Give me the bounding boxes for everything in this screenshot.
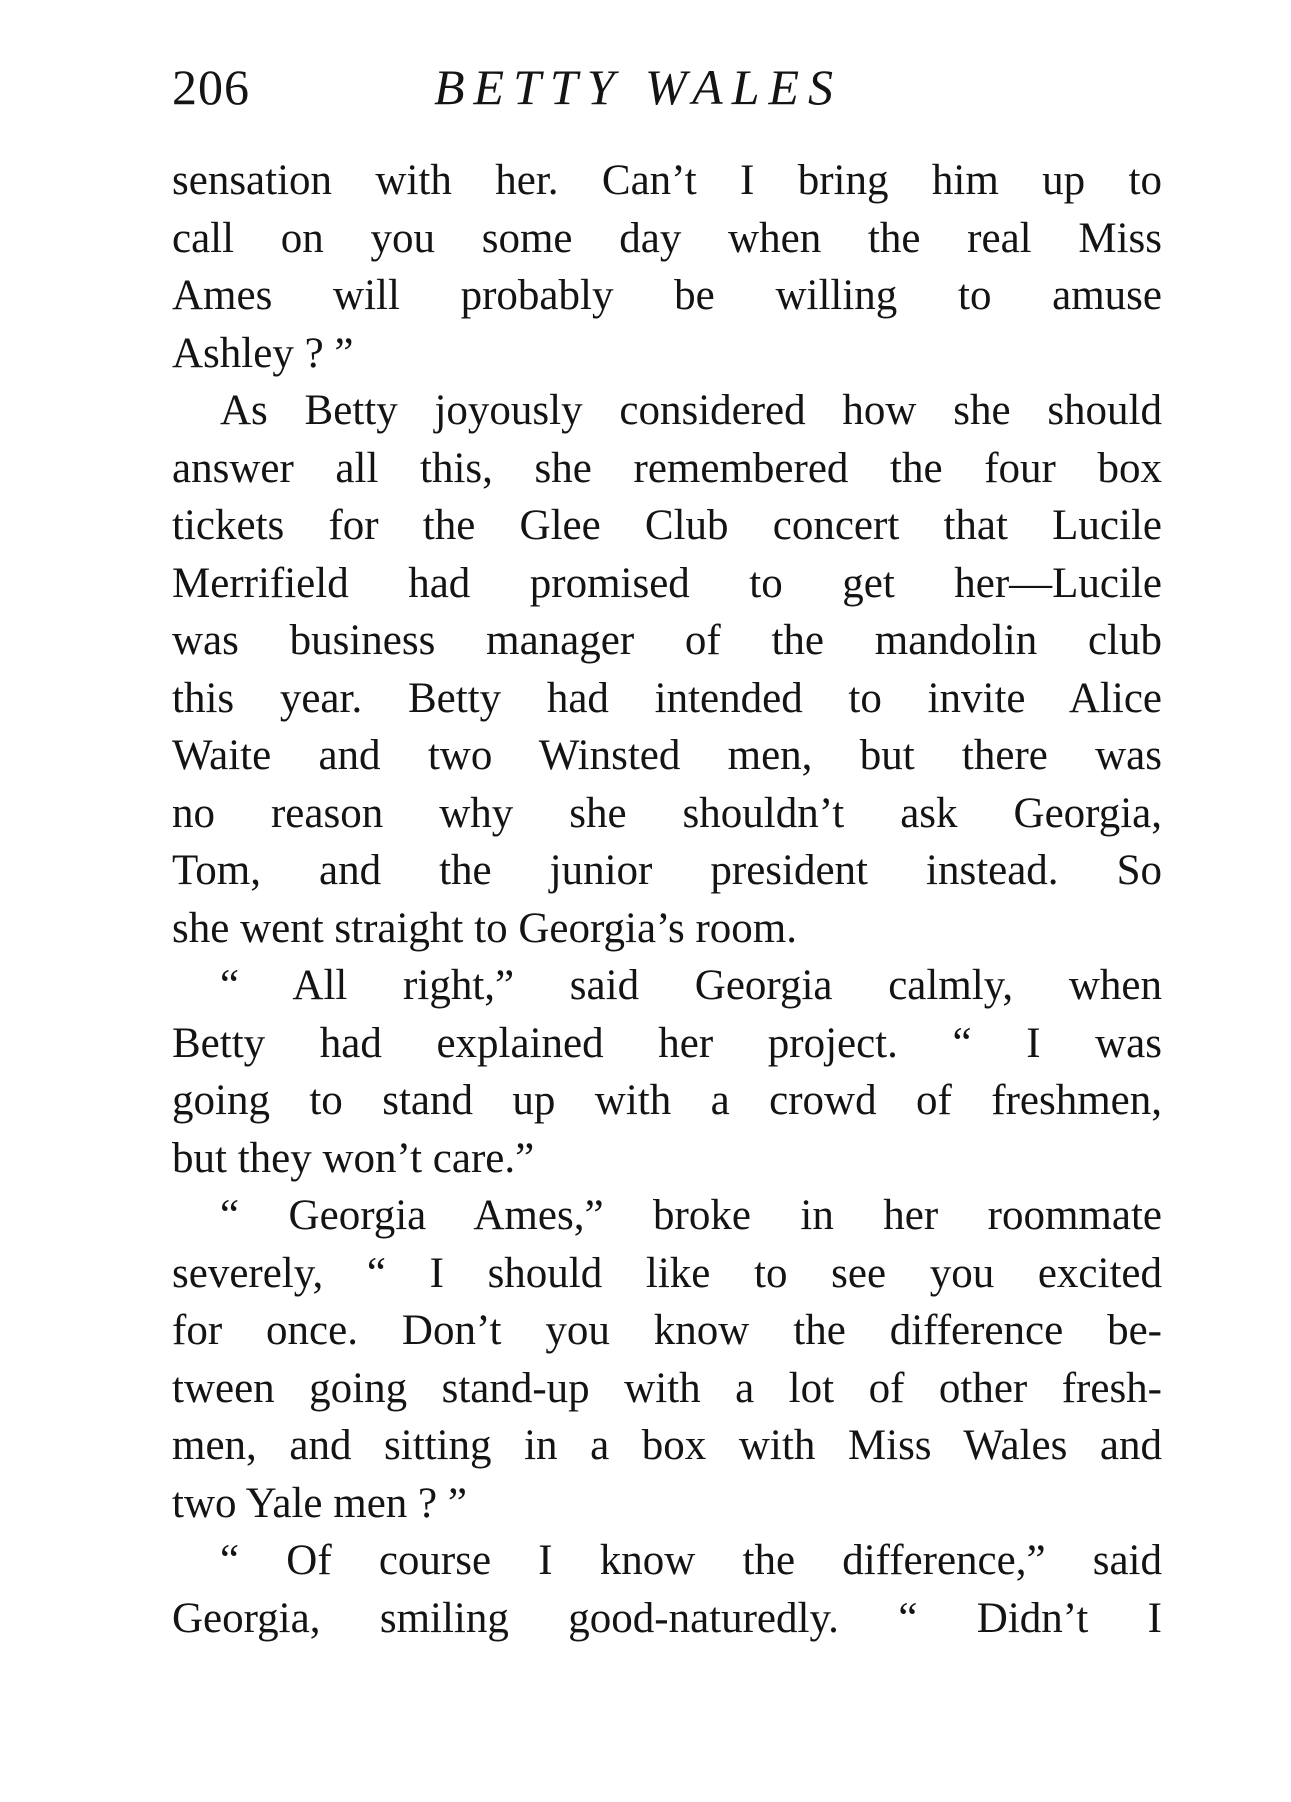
text-line: Merrifield had promised to get her—Lucile: [172, 559, 1162, 607]
running-head-title: BETTY WALES: [434, 59, 843, 115]
text-line: “ All right,” said Georgia calmly, when: [220, 962, 1162, 1009]
text-line: Ames will probably be willing to amuse: [172, 272, 1162, 319]
text-line: Georgia, smiling good-naturedly. “ Didn’t I: [172, 1594, 1162, 1642]
text-line: answer all this, she remembered the four box: [172, 444, 1162, 492]
text-line: for once. Don’t you know the difference be-: [172, 1307, 1162, 1354]
text-line: “ Of course I know the difference,” said: [220, 1537, 1162, 1584]
text-line: Tom, and the junior president instead. So: [172, 847, 1162, 894]
page-number: 206: [172, 59, 250, 115]
text-line: men, and sitting in a box with Miss Wales and: [172, 1422, 1162, 1469]
text-line: two Yale men ? ”: [172, 1479, 467, 1527]
text-line: call on you some day when the real Miss: [172, 214, 1162, 262]
text-line: going to stand up with a crowd of freshmen,: [172, 1077, 1162, 1124]
text-line: tickets for the Glee Club concert that Lucile: [172, 502, 1162, 549]
text-line: no reason why she shouldn’t ask Georgia,: [172, 789, 1162, 837]
text-line: As Betty joyously considered how she should: [220, 387, 1162, 434]
text-line: she went straight to Georgia’s room.: [172, 904, 797, 952]
text-line: but they won’t care.”: [172, 1134, 535, 1182]
text-line: Betty had explained her project. “ I was: [172, 1019, 1162, 1067]
text-line: “ Georgia Ames,” broke in her roommate: [220, 1192, 1162, 1239]
text-line: Waite and two Winsted men, but there was: [172, 732, 1162, 779]
text-line: this year. Betty had intended to invite Alice: [172, 674, 1162, 722]
text-line: was business manager of the mandolin club: [172, 617, 1162, 664]
text-line: severely, “ I should like to see you excited: [172, 1249, 1162, 1297]
text-line: Ashley ? ”: [172, 329, 354, 377]
text-line: sensation with her. Can’t I bring him up to: [172, 157, 1162, 204]
page-header: [172, 52, 1172, 122]
body-text: [172, 152, 1162, 1647]
text-line: tween going stand-up with a lot of other fresh-: [172, 1364, 1162, 1412]
